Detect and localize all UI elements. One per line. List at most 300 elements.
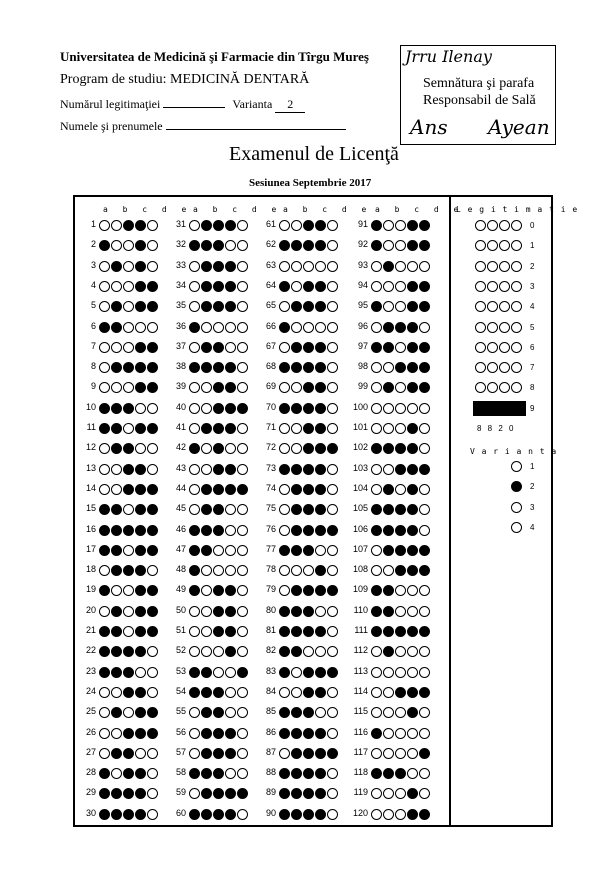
answer-bubble[interactable] bbox=[383, 281, 394, 292]
answer-bubble[interactable] bbox=[419, 322, 430, 333]
answer-bubble[interactable] bbox=[395, 261, 406, 272]
answer-bubble[interactable] bbox=[383, 728, 394, 739]
answer-bubble[interactable] bbox=[327, 809, 338, 820]
answer-bubble[interactable] bbox=[213, 525, 224, 536]
answer-bubble[interactable] bbox=[279, 281, 290, 292]
answer-bubble[interactable] bbox=[395, 626, 406, 637]
answer-bubble[interactable] bbox=[315, 748, 326, 759]
legitimatie-bubble[interactable] bbox=[511, 261, 522, 272]
answer-bubble[interactable] bbox=[123, 748, 134, 759]
answer-bubble[interactable] bbox=[99, 626, 110, 637]
answer-bubble[interactable] bbox=[201, 261, 212, 272]
answer-bubble[interactable] bbox=[327, 261, 338, 272]
answer-bubble[interactable] bbox=[395, 322, 406, 333]
answer-bubble[interactable] bbox=[303, 809, 314, 820]
answer-bubble[interactable] bbox=[99, 423, 110, 434]
answer-bubble[interactable] bbox=[237, 606, 248, 617]
answer-bubble[interactable] bbox=[225, 545, 236, 556]
answer-bubble[interactable] bbox=[201, 281, 212, 292]
answer-bubble[interactable] bbox=[189, 281, 200, 292]
answer-bubble[interactable] bbox=[327, 687, 338, 698]
answer-bubble[interactable] bbox=[279, 261, 290, 272]
answer-bubble[interactable] bbox=[237, 403, 248, 414]
answer-bubble[interactable] bbox=[123, 423, 134, 434]
answer-bubble[interactable] bbox=[147, 261, 158, 272]
answer-bubble[interactable] bbox=[383, 322, 394, 333]
answer-bubble[interactable] bbox=[99, 728, 110, 739]
answer-bubble[interactable] bbox=[303, 728, 314, 739]
answer-bubble[interactable] bbox=[135, 626, 146, 637]
answer-bubble[interactable] bbox=[111, 464, 122, 475]
answer-bubble[interactable] bbox=[383, 809, 394, 820]
answer-bubble[interactable] bbox=[407, 545, 418, 556]
legitimatie-bubble[interactable] bbox=[475, 220, 486, 231]
answer-bubble[interactable] bbox=[327, 626, 338, 637]
answer-bubble[interactable] bbox=[315, 687, 326, 698]
answer-bubble[interactable] bbox=[147, 322, 158, 333]
answer-bubble[interactable] bbox=[407, 728, 418, 739]
answer-bubble[interactable] bbox=[189, 748, 200, 759]
answer-bubble[interactable] bbox=[279, 525, 290, 536]
answer-bubble[interactable] bbox=[99, 464, 110, 475]
answer-bubble[interactable] bbox=[135, 261, 146, 272]
answer-bubble[interactable] bbox=[407, 809, 418, 820]
answer-bubble[interactable] bbox=[111, 423, 122, 434]
answer-bubble[interactable] bbox=[395, 606, 406, 617]
answer-bubble[interactable] bbox=[395, 809, 406, 820]
answer-bubble[interactable] bbox=[279, 626, 290, 637]
answer-bubble[interactable] bbox=[371, 687, 382, 698]
answer-bubble[interactable] bbox=[419, 545, 430, 556]
answer-bubble[interactable] bbox=[291, 809, 302, 820]
answer-bubble[interactable] bbox=[237, 220, 248, 231]
answer-bubble[interactable] bbox=[201, 525, 212, 536]
answer-bubble[interactable] bbox=[315, 484, 326, 495]
answer-bubble[interactable] bbox=[225, 423, 236, 434]
answer-bubble[interactable] bbox=[303, 606, 314, 617]
answer-bubble[interactable] bbox=[315, 525, 326, 536]
answer-bubble[interactable] bbox=[371, 342, 382, 353]
answer-bubble[interactable] bbox=[135, 484, 146, 495]
answer-bubble[interactable] bbox=[99, 220, 110, 231]
answer-bubble[interactable] bbox=[135, 220, 146, 231]
answer-bubble[interactable] bbox=[407, 606, 418, 617]
answer-bubble[interactable] bbox=[303, 667, 314, 678]
answer-bubble[interactable] bbox=[383, 342, 394, 353]
answer-bubble[interactable] bbox=[371, 728, 382, 739]
answer-bubble[interactable] bbox=[135, 748, 146, 759]
answer-bubble[interactable] bbox=[201, 403, 212, 414]
answer-bubble[interactable] bbox=[291, 545, 302, 556]
legitimatie-bubble[interactable] bbox=[499, 261, 510, 272]
answer-bubble[interactable] bbox=[315, 667, 326, 678]
answer-bubble[interactable] bbox=[291, 667, 302, 678]
answer-bubble[interactable] bbox=[327, 281, 338, 292]
answer-bubble[interactable] bbox=[291, 423, 302, 434]
answer-bubble[interactable] bbox=[315, 342, 326, 353]
answer-bubble[interactable] bbox=[315, 545, 326, 556]
legitimatie-bubble[interactable] bbox=[475, 261, 486, 272]
answer-bubble[interactable] bbox=[213, 281, 224, 292]
answer-bubble[interactable] bbox=[237, 667, 248, 678]
answer-bubble[interactable] bbox=[147, 403, 158, 414]
answer-bubble[interactable] bbox=[407, 261, 418, 272]
answer-bubble[interactable] bbox=[225, 606, 236, 617]
answer-bubble[interactable] bbox=[225, 464, 236, 475]
answer-bubble[interactable] bbox=[147, 606, 158, 617]
answer-bubble[interactable] bbox=[189, 809, 200, 820]
answer-bubble[interactable] bbox=[279, 423, 290, 434]
answer-bubble[interactable] bbox=[303, 525, 314, 536]
answer-bubble[interactable] bbox=[123, 464, 134, 475]
answer-bubble[interactable] bbox=[315, 809, 326, 820]
answer-bubble[interactable] bbox=[201, 545, 212, 556]
answer-bubble[interactable] bbox=[189, 525, 200, 536]
answer-bubble[interactable] bbox=[225, 281, 236, 292]
answer-bubble[interactable] bbox=[279, 342, 290, 353]
answer-bubble[interactable] bbox=[147, 464, 158, 475]
answer-bubble[interactable] bbox=[237, 423, 248, 434]
answer-bubble[interactable] bbox=[279, 667, 290, 678]
answer-bubble[interactable] bbox=[327, 545, 338, 556]
answer-bubble[interactable] bbox=[371, 748, 382, 759]
answer-bubble[interactable] bbox=[99, 606, 110, 617]
answer-bubble[interactable] bbox=[237, 464, 248, 475]
answer-bubble[interactable] bbox=[213, 545, 224, 556]
answer-bubble[interactable] bbox=[147, 728, 158, 739]
answer-bubble[interactable] bbox=[291, 525, 302, 536]
answer-bubble[interactable] bbox=[291, 342, 302, 353]
legitimatie-bubble[interactable] bbox=[499, 220, 510, 231]
legitimatie-bubble[interactable] bbox=[475, 322, 486, 333]
answer-bubble[interactable] bbox=[395, 423, 406, 434]
answer-bubble[interactable] bbox=[419, 261, 430, 272]
answer-bubble[interactable] bbox=[213, 261, 224, 272]
answer-bubble[interactable] bbox=[315, 220, 326, 231]
answer-bubble[interactable] bbox=[407, 464, 418, 475]
answer-bubble[interactable] bbox=[189, 667, 200, 678]
answer-bubble[interactable] bbox=[327, 423, 338, 434]
answer-bubble[interactable] bbox=[371, 464, 382, 475]
answer-bubble[interactable] bbox=[135, 728, 146, 739]
answer-bubble[interactable] bbox=[291, 403, 302, 414]
answer-bubble[interactable] bbox=[237, 261, 248, 272]
answer-bubble[interactable] bbox=[237, 748, 248, 759]
answer-bubble[interactable] bbox=[371, 403, 382, 414]
answer-bubble[interactable] bbox=[383, 545, 394, 556]
answer-bubble[interactable] bbox=[213, 606, 224, 617]
answer-bubble[interactable] bbox=[135, 525, 146, 536]
answer-bubble[interactable] bbox=[147, 687, 158, 698]
answer-bubble[interactable] bbox=[407, 626, 418, 637]
answer-bubble[interactable] bbox=[383, 484, 394, 495]
answer-bubble[interactable] bbox=[383, 667, 394, 678]
answer-bubble[interactable] bbox=[407, 484, 418, 495]
answer-bubble[interactable] bbox=[237, 525, 248, 536]
answer-bubble[interactable] bbox=[279, 403, 290, 414]
answer-bubble[interactable] bbox=[147, 220, 158, 231]
answer-bubble[interactable] bbox=[147, 281, 158, 292]
answer-bubble[interactable] bbox=[237, 728, 248, 739]
answer-bubble[interactable] bbox=[419, 606, 430, 617]
answer-bubble[interactable] bbox=[407, 423, 418, 434]
legitimatie-bubble[interactable] bbox=[475, 342, 486, 353]
answer-bubble[interactable] bbox=[303, 322, 314, 333]
answer-bubble[interactable] bbox=[147, 809, 158, 820]
answer-bubble[interactable] bbox=[371, 423, 382, 434]
answer-bubble[interactable] bbox=[123, 261, 134, 272]
answer-bubble[interactable] bbox=[383, 525, 394, 536]
answer-bubble[interactable] bbox=[201, 342, 212, 353]
answer-bubble[interactable] bbox=[189, 261, 200, 272]
answer-bubble[interactable] bbox=[291, 748, 302, 759]
answer-bubble[interactable] bbox=[315, 261, 326, 272]
answer-bubble[interactable] bbox=[291, 322, 302, 333]
answer-bubble[interactable] bbox=[213, 687, 224, 698]
answer-bubble[interactable] bbox=[291, 220, 302, 231]
answer-bubble[interactable] bbox=[201, 606, 212, 617]
answer-bubble[interactable] bbox=[225, 809, 236, 820]
answer-bubble[interactable] bbox=[327, 728, 338, 739]
answer-bubble[interactable] bbox=[213, 748, 224, 759]
answer-bubble[interactable] bbox=[213, 322, 224, 333]
answer-bubble[interactable] bbox=[123, 322, 134, 333]
answer-bubble[interactable] bbox=[189, 220, 200, 231]
answer-bubble[interactable] bbox=[279, 606, 290, 617]
answer-bubble[interactable] bbox=[327, 220, 338, 231]
answer-bubble[interactable] bbox=[99, 809, 110, 820]
answer-bubble[interactable] bbox=[111, 403, 122, 414]
legitimatie-bubble[interactable] bbox=[475, 281, 486, 292]
answer-bubble[interactable] bbox=[135, 423, 146, 434]
answer-bubble[interactable] bbox=[99, 322, 110, 333]
answer-bubble[interactable] bbox=[135, 667, 146, 678]
answer-bubble[interactable] bbox=[371, 626, 382, 637]
answer-bubble[interactable] bbox=[419, 667, 430, 678]
legitimatie-bubble[interactable] bbox=[487, 342, 498, 353]
answer-bubble[interactable] bbox=[99, 748, 110, 759]
answer-bubble[interactable] bbox=[135, 322, 146, 333]
answer-bubble[interactable] bbox=[303, 342, 314, 353]
answer-bubble[interactable] bbox=[419, 220, 430, 231]
answer-bubble[interactable] bbox=[291, 728, 302, 739]
answer-bubble[interactable] bbox=[371, 484, 382, 495]
answer-bubble[interactable] bbox=[111, 606, 122, 617]
answer-bubble[interactable] bbox=[327, 342, 338, 353]
answer-bubble[interactable] bbox=[111, 484, 122, 495]
answer-bubble[interactable] bbox=[225, 748, 236, 759]
answer-bubble[interactable] bbox=[111, 748, 122, 759]
answer-bubble[interactable] bbox=[303, 464, 314, 475]
answer-bubble[interactable] bbox=[135, 281, 146, 292]
answer-bubble[interactable] bbox=[383, 606, 394, 617]
answer-bubble[interactable] bbox=[327, 606, 338, 617]
answer-bubble[interactable] bbox=[419, 281, 430, 292]
answer-bubble[interactable] bbox=[201, 748, 212, 759]
answer-bubble[interactable] bbox=[147, 484, 158, 495]
answer-bubble[interactable] bbox=[147, 342, 158, 353]
answer-bubble[interactable] bbox=[407, 667, 418, 678]
answer-bubble[interactable] bbox=[111, 667, 122, 678]
answer-bubble[interactable] bbox=[395, 748, 406, 759]
answer-bubble[interactable] bbox=[419, 423, 430, 434]
answer-bubble[interactable] bbox=[123, 626, 134, 637]
answer-bubble[interactable] bbox=[147, 525, 158, 536]
answer-bubble[interactable] bbox=[201, 809, 212, 820]
legitimatie-bubble[interactable] bbox=[499, 281, 510, 292]
answer-bubble[interactable] bbox=[111, 281, 122, 292]
answer-bubble[interactable] bbox=[213, 484, 224, 495]
answer-bubble[interactable] bbox=[111, 626, 122, 637]
answer-bubble[interactable] bbox=[135, 464, 146, 475]
answer-bubble[interactable] bbox=[111, 809, 122, 820]
answer-bubble[interactable] bbox=[383, 464, 394, 475]
answer-bubble[interactable] bbox=[111, 687, 122, 698]
answer-bubble[interactable] bbox=[189, 322, 200, 333]
answer-bubble[interactable] bbox=[291, 484, 302, 495]
answer-bubble[interactable] bbox=[99, 667, 110, 678]
answer-bubble[interactable] bbox=[279, 728, 290, 739]
legitimatie-bubble[interactable] bbox=[487, 261, 498, 272]
answer-bubble[interactable] bbox=[383, 261, 394, 272]
answer-bubble[interactable] bbox=[189, 484, 200, 495]
answer-bubble[interactable] bbox=[327, 525, 338, 536]
answer-bubble[interactable] bbox=[99, 403, 110, 414]
answer-bubble[interactable] bbox=[99, 342, 110, 353]
legitimatie-bubble[interactable] bbox=[487, 281, 498, 292]
answer-bubble[interactable] bbox=[135, 545, 146, 556]
answer-bubble[interactable] bbox=[99, 687, 110, 698]
answer-bubble[interactable] bbox=[395, 484, 406, 495]
answer-bubble[interactable] bbox=[303, 626, 314, 637]
answer-bubble[interactable] bbox=[237, 809, 248, 820]
answer-bubble[interactable] bbox=[419, 748, 430, 759]
answer-bubble[interactable] bbox=[315, 403, 326, 414]
answer-bubble[interactable] bbox=[383, 687, 394, 698]
answer-bubble[interactable] bbox=[201, 464, 212, 475]
answer-bubble[interactable] bbox=[213, 403, 224, 414]
answer-bubble[interactable] bbox=[419, 626, 430, 637]
answer-bubble[interactable] bbox=[111, 525, 122, 536]
answer-bubble[interactable] bbox=[315, 281, 326, 292]
legitimatie-bubble[interactable] bbox=[487, 220, 498, 231]
answer-bubble[interactable] bbox=[147, 545, 158, 556]
answer-bubble[interactable] bbox=[225, 728, 236, 739]
answer-bubble[interactable] bbox=[315, 464, 326, 475]
answer-bubble[interactable] bbox=[135, 809, 146, 820]
answer-bubble[interactable] bbox=[395, 687, 406, 698]
answer-bubble[interactable] bbox=[327, 667, 338, 678]
answer-bubble[interactable] bbox=[189, 626, 200, 637]
answer-bubble[interactable] bbox=[189, 545, 200, 556]
answer-bubble[interactable] bbox=[303, 220, 314, 231]
legitimatie-bubble[interactable] bbox=[499, 322, 510, 333]
answer-bubble[interactable] bbox=[189, 464, 200, 475]
answer-bubble[interactable] bbox=[123, 403, 134, 414]
variant-bubble[interactable] bbox=[511, 502, 522, 513]
answer-bubble[interactable] bbox=[123, 606, 134, 617]
answer-bubble[interactable] bbox=[279, 484, 290, 495]
answer-bubble[interactable] bbox=[371, 545, 382, 556]
answer-bubble[interactable] bbox=[225, 525, 236, 536]
answer-bubble[interactable] bbox=[225, 342, 236, 353]
answer-bubble[interactable] bbox=[237, 484, 248, 495]
answer-bubble[interactable] bbox=[383, 626, 394, 637]
answer-bubble[interactable] bbox=[303, 261, 314, 272]
answer-bubble[interactable] bbox=[407, 220, 418, 231]
answer-bubble[interactable] bbox=[213, 342, 224, 353]
answer-bubble[interactable] bbox=[135, 687, 146, 698]
answer-bubble[interactable] bbox=[201, 626, 212, 637]
answer-bubble[interactable] bbox=[291, 687, 302, 698]
answer-bubble[interactable] bbox=[111, 220, 122, 231]
answer-bubble[interactable] bbox=[237, 687, 248, 698]
answer-bubble[interactable] bbox=[327, 403, 338, 414]
answer-bubble[interactable] bbox=[303, 545, 314, 556]
answer-bubble[interactable] bbox=[395, 403, 406, 414]
answer-bubble[interactable] bbox=[383, 748, 394, 759]
answer-bubble[interactable] bbox=[279, 809, 290, 820]
answer-bubble[interactable] bbox=[123, 687, 134, 698]
answer-bubble[interactable] bbox=[225, 484, 236, 495]
answer-bubble[interactable] bbox=[189, 423, 200, 434]
answer-bubble[interactable] bbox=[327, 464, 338, 475]
answer-bubble[interactable] bbox=[291, 464, 302, 475]
answer-bubble[interactable] bbox=[291, 606, 302, 617]
answer-bubble[interactable] bbox=[213, 423, 224, 434]
answer-bubble[interactable] bbox=[419, 809, 430, 820]
answer-bubble[interactable] bbox=[225, 220, 236, 231]
answer-bubble[interactable] bbox=[147, 748, 158, 759]
answer-bubble[interactable] bbox=[291, 626, 302, 637]
answer-bubble[interactable] bbox=[419, 464, 430, 475]
answer-bubble[interactable] bbox=[213, 464, 224, 475]
answer-bubble[interactable] bbox=[407, 281, 418, 292]
answer-bubble[interactable] bbox=[99, 261, 110, 272]
id-field[interactable] bbox=[163, 107, 225, 108]
answer-bubble[interactable] bbox=[371, 667, 382, 678]
answer-bubble[interactable] bbox=[111, 342, 122, 353]
answer-bubble[interactable] bbox=[419, 728, 430, 739]
answer-bubble[interactable] bbox=[419, 484, 430, 495]
answer-bubble[interactable] bbox=[419, 403, 430, 414]
answer-bubble[interactable] bbox=[419, 342, 430, 353]
answer-bubble[interactable] bbox=[123, 667, 134, 678]
answer-bubble[interactable] bbox=[147, 626, 158, 637]
legitimatie-bubble[interactable] bbox=[487, 322, 498, 333]
answer-bubble[interactable] bbox=[395, 728, 406, 739]
answer-bubble[interactable] bbox=[371, 606, 382, 617]
answer-bubble[interactable] bbox=[279, 545, 290, 556]
answer-bubble[interactable] bbox=[237, 322, 248, 333]
answer-bubble[interactable] bbox=[327, 484, 338, 495]
answer-bubble[interactable] bbox=[371, 261, 382, 272]
answer-bubble[interactable] bbox=[303, 484, 314, 495]
answer-bubble[interactable] bbox=[383, 220, 394, 231]
answer-bubble[interactable] bbox=[303, 423, 314, 434]
answer-bubble[interactable] bbox=[123, 281, 134, 292]
answer-bubble[interactable] bbox=[99, 484, 110, 495]
answer-bubble[interactable] bbox=[237, 626, 248, 637]
answer-bubble[interactable] bbox=[291, 261, 302, 272]
answer-bubble[interactable] bbox=[135, 342, 146, 353]
answer-bubble[interactable] bbox=[135, 403, 146, 414]
answer-bubble[interactable] bbox=[213, 626, 224, 637]
answer-bubble[interactable] bbox=[419, 687, 430, 698]
answer-bubble[interactable] bbox=[189, 728, 200, 739]
answer-bubble[interactable] bbox=[303, 687, 314, 698]
answer-bubble[interactable] bbox=[327, 748, 338, 759]
